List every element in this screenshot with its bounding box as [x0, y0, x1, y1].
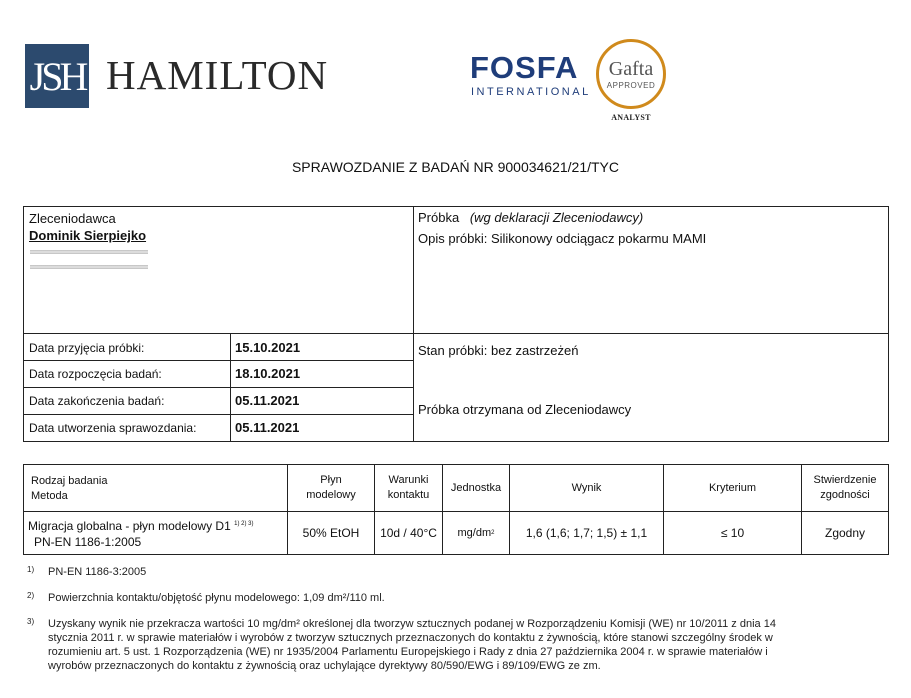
header-criterion: Kryterium: [708, 481, 757, 494]
sample-label-row: [418, 210, 643, 226]
sample-description: Opis próbki: Silikonowy odciągacz pokarmu MAMI: [418, 231, 707, 246]
sample-note: (wg deklaracji Zleceniodawcy): [469, 210, 644, 225]
row-conformity: Zgodny: [824, 526, 866, 540]
date-start-value: 18.10.2021: [235, 366, 301, 381]
date-column-divider: [230, 333, 231, 441]
header-conformity: Stwierdzenie zgodności: [813, 474, 877, 501]
footnote-1-text: PN-EN 1186-3:2005: [48, 566, 147, 578]
row-test-refs: 1) 2) 3): [234, 521, 254, 527]
row-conditions: 10d / 40°C: [380, 526, 437, 540]
date-report-value: 05.11.2021: [235, 420, 300, 435]
redacted-address-line: [30, 265, 148, 269]
results-table: [23, 464, 889, 555]
footnote-2-mark: 2): [27, 591, 35, 600]
fosfa-logo: FOSFA: [470, 50, 579, 85]
footnote-3-mark: 3): [27, 617, 35, 626]
header-unit: Jednostka: [450, 481, 502, 494]
client-label: Zleceniodawca: [29, 211, 116, 226]
row-fluid: 50% EtOH: [302, 526, 360, 540]
date-row-divider: [24, 360, 413, 361]
report-title: SPRAWOZDANIE Z BADAŃ NR 900034621/21/TYC: [291, 159, 620, 175]
row-result: 1,6 (1,6; 1,7; 1,5) ± 1,1: [525, 526, 648, 540]
footnote-3-text: Uzyskany wynik nie przekracza wartości 10 mg/dm² określonej dla tworzyw sztucznych podanej w Rozporządzeniu Komisji (WE) nr 10/2011 z dnia 14 stycznia 2011 r. w sprawie materiałów i wyrobów z tworzyw sztucznych przeznaczonych do kontaktu z żywnością, które stanowi szczególny środek w rozumieniu art. 5 ust. 1 Rozporządzenia (WE) nr 1935/2004 Parlamentu Europejskiego i Rady z dnia 27 października 2004 r. w sprawie materiałów i wyrobów przeznaczonych do kontaktu z żywnością oraz uchylające dyrektywy 80/590/EWG i 89/109/EWG ze zm.: [48, 618, 776, 673]
sample-condition: Stan próbki: bez zastrzeżeń: [418, 343, 579, 358]
header-result: Wynik: [571, 481, 602, 494]
gafta-role: ANALYST: [611, 113, 651, 122]
date-received-label: Data przyjęcia próbki:: [29, 341, 145, 355]
sample-origin: Próbka otrzymana od Zleceniodawcy: [418, 402, 632, 417]
date-end-label: Data zakończenia badań:: [29, 394, 165, 408]
gafta-approved-seal: [596, 39, 666, 109]
row-method: PN-EN 1186-1:2005: [34, 534, 142, 549]
row-unit: mg/dm 2: [457, 527, 495, 539]
header-conditions: Warunki kontaktu: [387, 474, 430, 501]
footnote-2-text: Powierzchnia kontaktu/objętość płynu modelowego: 1,09 dm²/110 ml.: [48, 592, 385, 604]
footnote-1-mark: 1): [27, 565, 35, 574]
row-test-method: [28, 519, 253, 550]
hamilton-logo-wordmark: HAMILTON: [106, 52, 329, 98]
gafta-name: Gafta: [608, 57, 654, 80]
hamilton-logo-mark: JSH: [25, 44, 89, 108]
gafta-approved-label: APPROVED: [606, 80, 656, 90]
fosfa-logo-subtitle: INTERNATIONAL: [471, 86, 591, 98]
horizontal-divider: [24, 333, 888, 334]
date-row-divider: [24, 387, 413, 388]
date-end-value: 05.11.2021: [235, 393, 300, 408]
header-fluid: Płyn modelowy: [306, 474, 356, 501]
report-info-box: [23, 206, 889, 442]
date-start-label: Data rozpoczęcia badań:: [29, 367, 162, 381]
client-name: Dominik Sierpiejko: [29, 228, 147, 243]
row-test-name: Migracja globalna - płyn modelowy D1: [28, 519, 231, 533]
vertical-divider: [413, 207, 414, 441]
sample-label: Próbka: [418, 210, 460, 225]
redacted-address-line: [30, 250, 148, 254]
row-criterion: ≤ 10: [720, 526, 745, 540]
date-received-value: 15.10.2021: [235, 340, 301, 355]
date-report-label: Data utworzenia sprawozdania:: [29, 421, 197, 435]
date-row-divider: [24, 414, 413, 415]
header-test-method: Rodzaj badania Metoda: [31, 475, 108, 502]
